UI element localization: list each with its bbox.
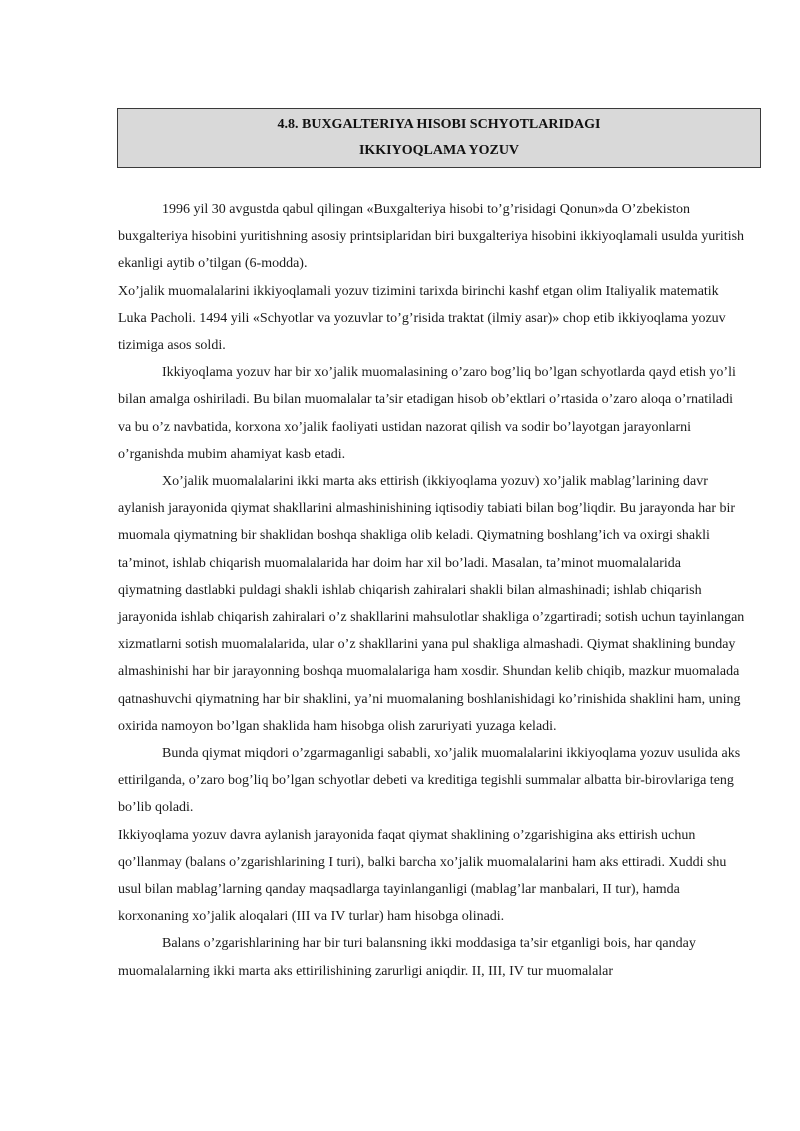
paragraph-1: 1996 yil 30 avgustda qabul qilingan «Buxgalteriya hisobi to’g’risidagi Qonun»da O’zbekiston buxgalteriya hisobini yuritishning asosiy printsiplaridan biri buxgalteriya hisobini ikkiyoqlamali usulda yuritish ekanligi aytib o’tilgan (6-modda). [118, 202, 745, 272]
paragraph-6: Ikkiyoqlama yozuv davra aylanish jarayonida faqat qiymat shaklining o’zgarishigina aks ettirish uchun qo’llanmay (balans o’zgarishlarining I turi), balki barcha xo’jalik muomalalarini ham aks ettiradi. Xuddi shu usul bilan mablag’larning qanday maqsadlarga tayinlanganligi (mablag’lar manbalari, II tur), hamda korxonaning xo’jalik aloqalari (III va IV turlar) ham hisobga olinadi. [118, 827, 727, 925]
paragraph-3: Ikkiyoqlama yozuv har bir xo’jalik muomalasining o’zaro bog’liq bo’lgan schyotlarda qayd etish yo’li bilan amalga oshiriladi. Bu bilan muomalalar ta’sir etadigan hisob ob’ektlari o’rtasida o’zaro aloqa o’rnatiladi va bu o’z navbatida, korxona xo’jalik faoliyati ustidan nazorat qilish va sodir bo’layotgan jarayonlarni o’rganishda mubim ahamiyat kasb etadi. [118, 365, 736, 462]
paragraph-2: Xo’jalik muomalalarini ikkiyoqlamali yozuv tizimini tarixda birinchi kashf etgan olim Italiyalik matematik Luka Pacholi. 1494 yili «Schyotlar va yozuvlar to’g’risida traktat (ilmiy asar)» chop etib ikkiyoqlama yozuv tizimiga asos soldi. [118, 283, 726, 354]
paragraph-5: Bunda qiymat miqdori o’zgarmaganligi sababli, xo’jalik muomalalarini ikkiyoqlama yozuv usulida aks ettirilganda, o’zaro bog’liq bo’lgan schyotlar debeti va kreditiga tegishli summalar albatta bir-birovlariga teng bo’lib qoladi. [118, 746, 741, 816]
paragraph-4: Xo’jalik muomalalarini ikki marta aks ettirish (ikkiyoqlama yozuv) xo’jalik mablag’larining davr aylanish jarayonida qiymat shakllarini almashinishining iqtisodiy tabiati bilan bog’liqdir. Bu jarayonda har bir muomala qiymatning bir shaklidan boshqa shakliga olib keladi. Qiymatning boshlang’ich va oxirgi shakli ta’minot, ishlab chiqarish muomalalarida har doim har xil bo’ladi. Masalan, ta’minot muomalalarida qiymatning dastlabki puldagi shakli ishlab chiqarish zahiralari shakli bilan almashinadi; ishlab chiqarish jarayonida ishlab chiqarish zahiralari o’z shakllarini mahsulotlar shakliga o’zgartiradi; sotish uchun tayinlangan xizmatlarni sotish muomalalarida, ular o’z shakllarini yana pul shakliga almashadi. Qiymat shaklining bunday almashinishi har bir jarayonning boshqa muomalalariga ham xosdir. Shundan kelib chiqib, mazkur muomalada qatnashuvchi qiymatning har bir shaklini, ya’ni muomalaning boshlanishidagi ko’rinishida shaklini ham, uning oxirida namoyon bo’lgan shaklida ham hisobga olish zaruriyati yuzaga keladi. [118, 474, 745, 734]
paragraph-7: Balans o’zgarishlarining har bir turi balansning ikki moddasiga ta’sir etganligi bois, har qanday muomalalarning ikki marta aks ettirilishining zarurligi aniqdir. II, III, IV tur muomalalar [118, 936, 696, 979]
section-heading [117, 108, 761, 168]
body-text [118, 196, 746, 985]
section-heading-line-2: IKKIYOQLAMA YOZUV [358, 143, 520, 158]
section-heading-line-1: 4.8. BUXGALTERIYA HISOBI SCHYOTLARIDAGI [277, 117, 601, 132]
